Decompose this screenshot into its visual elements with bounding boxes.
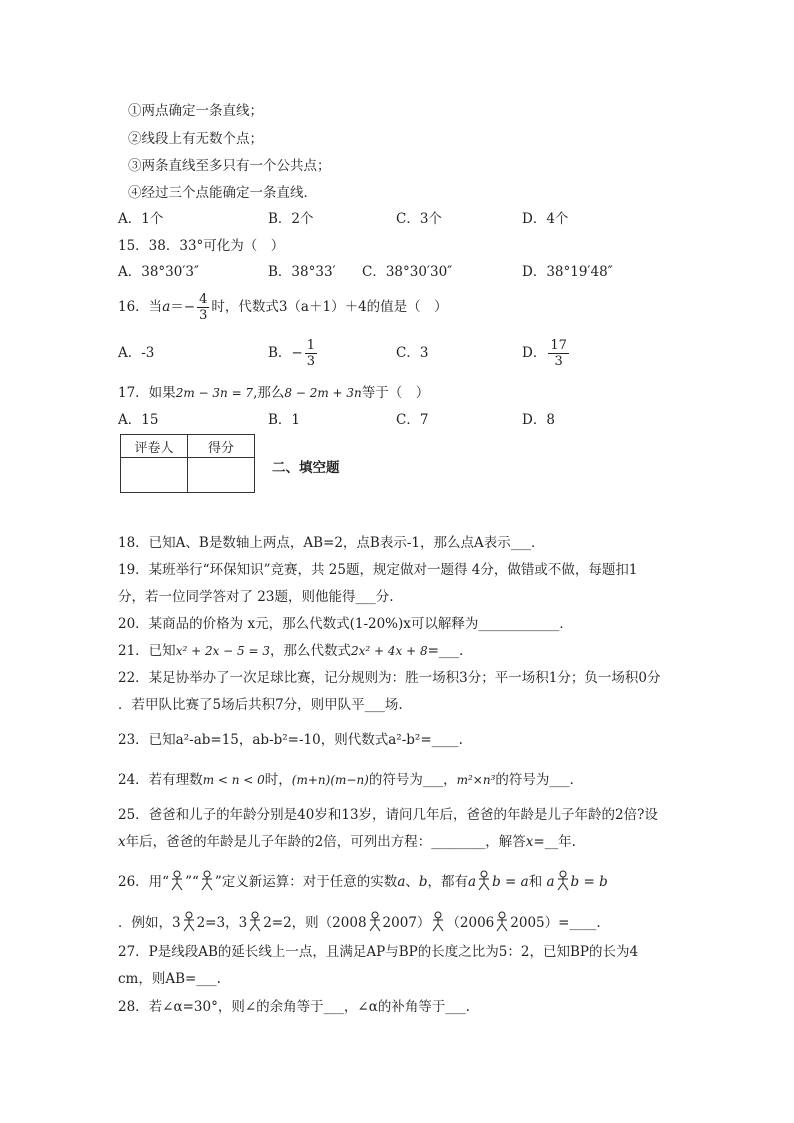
statement-4: ④经过三个点能确定一条直线． — [128, 185, 317, 201]
q21: 21．已知x² + 2x − 5 = 3，那么代数式2x² + 4x + 8=___． — [118, 643, 473, 659]
stick-figure-operator-icon — [494, 911, 510, 933]
score-table — [120, 434, 255, 493]
q15-option-c: C．38°30′30″ — [362, 264, 453, 280]
stick-figure-operator-icon — [199, 870, 215, 892]
q16-option-a: A．-3 — [118, 345, 155, 361]
q16-option-c: C．3 — [396, 345, 429, 361]
stick-figure-operator-icon — [430, 911, 446, 933]
q26-line2: ．例如，3 2=3，3 2=2，则（2008 2007） （2006 2005）=____. — [118, 911, 601, 935]
q16-option-d: D． $\frac{17}{3}$ — [522, 338, 567, 369]
score-table-header-score: 得分 — [188, 435, 255, 458]
q15-option-b: B．38°33′ — [268, 264, 336, 280]
score-table-header-grader: 评卷人 — [121, 435, 188, 458]
q16-stem: 16．当a＝− $\frac{4}{3}$ 时，代数式3（a＋1）＋4的值是（ ） — [118, 292, 448, 323]
stick-figure-operator-icon — [169, 870, 185, 892]
q23: 23．已知a²-ab=15，ab-b²=-10，则代数式a²-b²=____. — [118, 732, 463, 748]
q14-option-a: A．1个 — [118, 211, 164, 227]
q17-option-a: A．15 — [118, 412, 159, 428]
statement-2: ②线段上有无数个点； — [128, 131, 263, 147]
q24: 24．若有理数m < n < 0时，(m+n)(m−n)的符号为___，m²×n³的符号为___． — [118, 772, 584, 788]
stick-figure-operator-icon — [247, 911, 263, 933]
statement-3: ③两条直线至多只有一个公共点； — [128, 158, 331, 174]
q14-option-b: B．2个 — [268, 211, 314, 227]
q19-line1: 19．某班举行“环保知识”竞赛，共 25题，规定做对一题得 4分，做错或不做，每题扣1 — [118, 562, 638, 578]
q18: 18．已知A、B是数轴上两点，AB=2，点B表示-1，那么点A表示___． — [118, 535, 545, 551]
q16-fraction: $\frac{4}{3}$ — [199, 292, 208, 323]
stick-figure-operator-icon — [367, 911, 383, 933]
stick-figure-operator-icon — [555, 870, 571, 892]
q25-line2: x年后，爸爸的年龄是儿子年龄的2倍，可列出方程：________，解答x=__年. — [118, 834, 576, 850]
q26-line1: 26．用“ ”“ ”定义新运算：对于任意的实数a、b，都有a b = a和 a b = b — [118, 870, 608, 894]
q17-option-c: C．7 — [396, 412, 429, 428]
q17-option-d: D．8 — [522, 412, 555, 428]
q17-stem: 17．如果2m − 3n = 7,那么8 − 2m + 3n等于（ ） — [118, 385, 430, 401]
q19-line2: 分，若一位同学答对了 23题，则他能得___分. — [118, 589, 394, 605]
q22-line2: ．若甲队比赛了5场后共积7分，则甲队平___场. — [118, 697, 403, 713]
q27-line2: cm，则AB=___. — [118, 971, 221, 987]
section-title: 二、填空题 — [272, 460, 340, 476]
q14-option-d: D．4个 — [522, 211, 569, 227]
q15-option-a: A．38°30′3″ — [118, 264, 200, 280]
statement-1: ①两点确定一条直线； — [128, 103, 263, 119]
q17-option-b: B．1 — [268, 412, 301, 428]
score-table-score-cell[interactable] — [188, 458, 255, 493]
q22-line1: 22．某足协举办了一次足球比赛，记分规则为：胜一场积3分；平一场积1分；负一场积0分 — [118, 670, 661, 686]
stick-figure-operator-icon — [476, 870, 492, 892]
stick-figure-operator-icon — [181, 911, 197, 933]
q16-option-b: B．− $\frac{1}{3}$ — [268, 338, 316, 369]
q27-line1: 27．P是线段AB的延长线上一点，且满足AP与BP的长度之比为5：2，已知BP的长为4 — [118, 944, 639, 960]
q15-option-d: D．38°19′48″ — [522, 264, 613, 280]
q28: 28．若∠α=30°，则∠的余角等于___，∠α的补角等于___. — [118, 999, 470, 1015]
q20: 20．某商品的价格为 x元，那么代数式(1-20%)x可以解释为____________． — [118, 616, 573, 632]
q14-option-c: C．3个 — [396, 211, 442, 227]
q15-stem: 15．38．33°可化为（ ） — [118, 238, 285, 254]
q25-line1: 25．爸爸和儿子的年龄分别是40岁和13岁，请问几年后，爸爸的年龄是儿子年龄的2倍?设 — [118, 807, 658, 823]
score-table-grader-cell[interactable] — [121, 458, 188, 493]
